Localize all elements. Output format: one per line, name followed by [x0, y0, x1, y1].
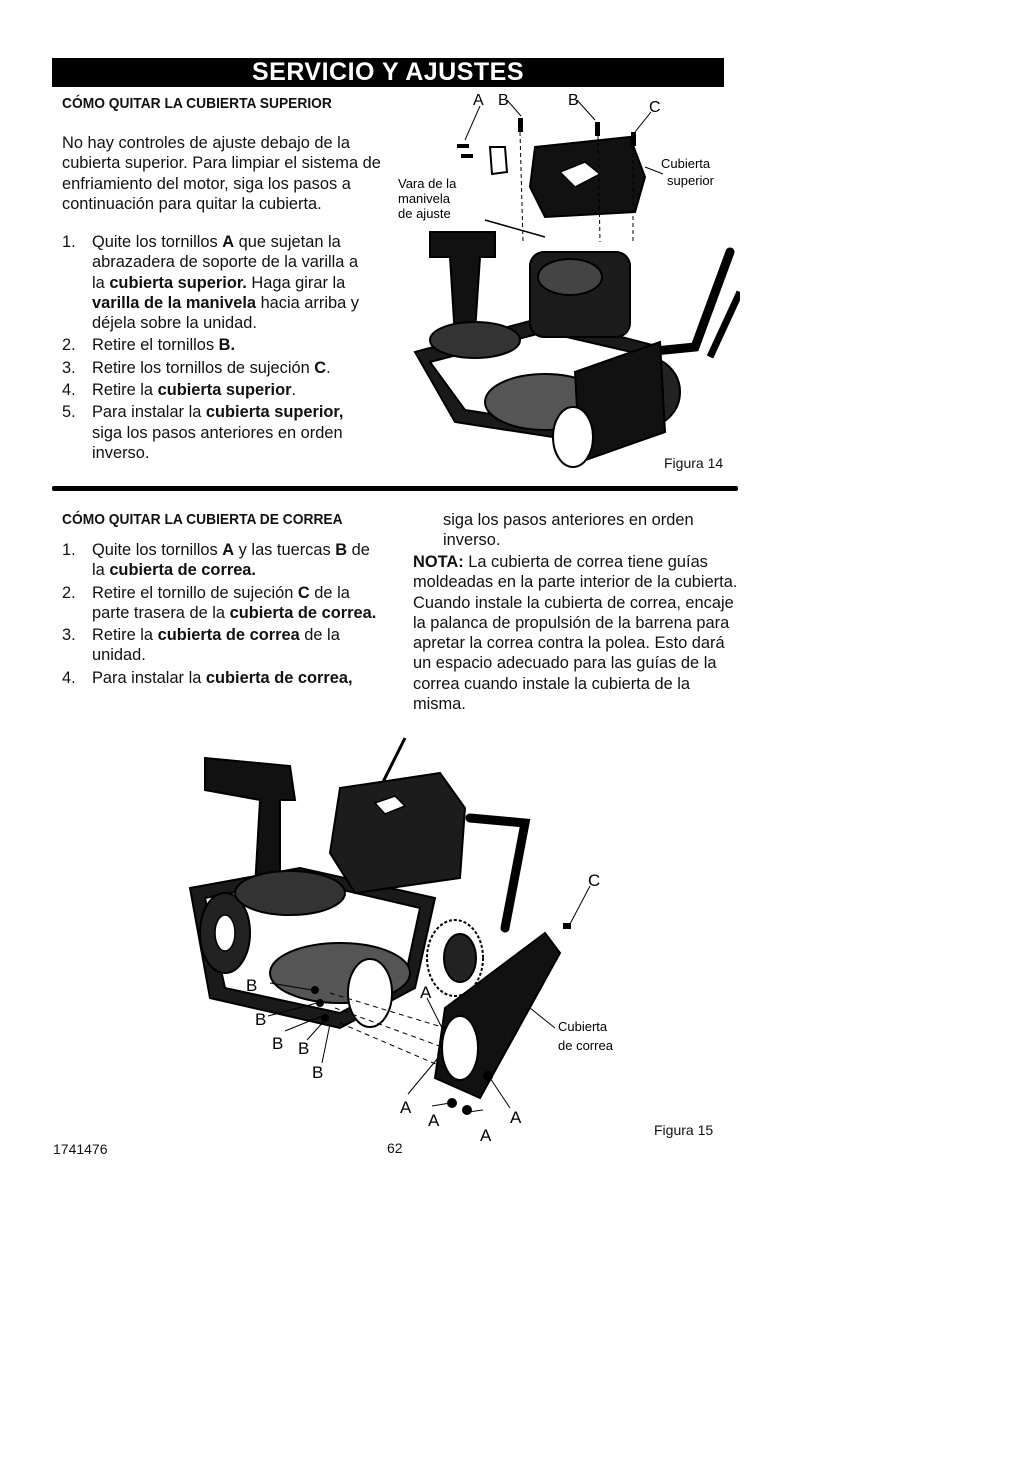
- step-text: Para instalar la: [92, 403, 206, 422]
- label-rod-line2: manivela: [398, 191, 451, 206]
- label-a4: A: [510, 1108, 522, 1127]
- step-text-bold: C: [314, 358, 327, 377]
- nut-b-3: [321, 1014, 329, 1022]
- section-banner: SERVICIO Y AJUSTES: [52, 58, 724, 87]
- step-text-bold: cubierta de correa: [157, 626, 300, 645]
- step-item: [62, 232, 374, 333]
- label-rod-line1: Vara de la: [398, 176, 457, 191]
- label-b1: B: [498, 92, 509, 109]
- step-text: Para instalar la: [92, 668, 206, 687]
- wheel-left-hub: [215, 915, 235, 951]
- step-number: 5.: [62, 403, 76, 422]
- note-paragraph: [413, 552, 739, 714]
- step-text-bold: cubierta superior,: [205, 403, 344, 422]
- leader-b5: [322, 1024, 330, 1063]
- discharge-chute: [430, 232, 495, 337]
- engine-cap: [538, 259, 602, 295]
- rod-bracket: [490, 147, 507, 174]
- wheel-right-hub: [444, 934, 476, 982]
- screw-a-2: [461, 154, 473, 158]
- step-text-bold: B.: [218, 336, 236, 355]
- step-number: 2.: [62, 583, 76, 602]
- document-number: 1741476: [53, 1141, 108, 1157]
- step-item: [62, 358, 374, 378]
- label-b2: B: [255, 1010, 267, 1029]
- screw-b-right: [595, 122, 600, 136]
- figure-15-caption: Figura 15: [654, 1122, 714, 1138]
- chute-base: [430, 322, 520, 358]
- label-c: C: [649, 99, 661, 116]
- step-number: 3.: [62, 358, 76, 377]
- label-a3: A: [480, 1126, 492, 1145]
- engine: [330, 773, 465, 893]
- label-b4: B: [298, 1039, 310, 1058]
- step-text-bold: cubierta superior: [157, 381, 292, 400]
- step-text: .: [326, 358, 331, 377]
- nut-b-2: [316, 999, 324, 1007]
- step-text: Retire la: [92, 381, 158, 400]
- step-text: de la parte trasera de la: [92, 583, 350, 622]
- section-divider: [52, 486, 738, 491]
- leader-cover: [530, 1008, 555, 1028]
- label-cover-line1: Cubierta: [558, 1019, 608, 1034]
- step-text-bold: A: [222, 233, 235, 251]
- chute-base: [235, 871, 345, 915]
- label-a: A: [473, 92, 484, 109]
- leader-c: [570, 886, 590, 924]
- step-number: 1.: [62, 233, 76, 251]
- step-text: y las tuercas: [234, 541, 336, 559]
- note-text: La cubierta de correa tiene guías moldeadas en la parte interior de la cubierta. Cuando instale la cubierta de correa, encaje la palanca de propulsión de la barrena para apretar la correa contra la polea. Esto dará un espacio adecuado para las guías de la correa cuando instale la cubierta de la misma.: [413, 553, 738, 714]
- page-number: 62: [387, 1140, 403, 1156]
- step-item: [62, 402, 374, 463]
- step-text: Retire los tornillos de sujeción: [92, 358, 315, 377]
- label-cover-line2: de correa: [558, 1038, 613, 1053]
- step-text-bold: B: [335, 541, 348, 559]
- step-item: [62, 335, 374, 355]
- step-number: 4.: [62, 668, 76, 687]
- step-text-bold: cubierta superior.: [109, 273, 247, 292]
- leader-b1: [507, 100, 521, 116]
- step-text: Haga girar la: [246, 273, 346, 292]
- section-heading-belt-cover: CÓMO QUITAR LA CUBIERTA DE CORREA: [62, 511, 343, 528]
- label-a1: A: [400, 1098, 412, 1117]
- step-item: [62, 625, 378, 666]
- steps-list-top-cover: [62, 232, 374, 465]
- intro-paragraph: No hay controles de ajuste debajo de la cubierta superior. Para limpiar el sistema de enfriamiento del motor, siga los pasos a continuación para quitar la cubierta.: [62, 134, 381, 213]
- continuation-text: siga los pasos anteriores en orden inverso.: [443, 511, 694, 550]
- step-text: hacia arriba y déjela sobre la unidad.: [92, 293, 359, 333]
- label-cover-line1: Cubierta: [661, 156, 711, 171]
- step-item: [62, 380, 374, 400]
- screw-c: [563, 923, 571, 929]
- screw-b-left: [518, 118, 523, 132]
- handle-bar-right: [470, 818, 525, 928]
- screw-a-2: [462, 1105, 472, 1115]
- screw-a-1: [457, 144, 469, 148]
- section-heading-top-cover: CÓMO QUITAR LA CUBIERTA SUPERIOR: [62, 95, 332, 112]
- step-number: 1.: [62, 541, 76, 559]
- label-b1: B: [246, 976, 258, 995]
- step-text: Retire la: [92, 626, 158, 645]
- screw-c: [631, 132, 636, 146]
- leader-b2: [577, 100, 595, 120]
- label-b5: B: [312, 1063, 324, 1082]
- nut-b-1: [311, 986, 319, 994]
- step-text: de la: [92, 541, 370, 580]
- step-text: que sujetan la abrazadera de soporte de la varilla a la: [92, 233, 359, 292]
- figure-15-illustration: [180, 728, 740, 1148]
- steps-list-belt-cover: [62, 540, 378, 690]
- pulley: [348, 959, 392, 1027]
- step-text: siga los pasos anteriores en orden inverso.: [92, 423, 343, 462]
- step-text: Retire el tornillos: [92, 336, 219, 355]
- figure-14-illustration: [395, 92, 740, 477]
- step-text-bold: cubierta de correa.: [229, 603, 377, 622]
- belt-cover-window: [442, 1016, 478, 1080]
- label-b3: B: [272, 1034, 284, 1053]
- step-text: de la unidad.: [92, 626, 340, 665]
- step-text: Retire el tornillo de sujeción: [92, 583, 298, 602]
- label-a5: A: [420, 983, 432, 1002]
- explode-line: [340, 1023, 445, 1068]
- step-text: Quite los tornillos: [92, 233, 223, 251]
- note-label: NOTA:: [413, 553, 464, 571]
- leader-a: [465, 106, 480, 140]
- pulley: [553, 407, 593, 467]
- explode-line: [520, 132, 523, 242]
- step-text: .: [291, 381, 297, 400]
- discharge-chute: [205, 758, 295, 888]
- step-number: 4.: [62, 381, 76, 400]
- label-b2: B: [568, 92, 579, 109]
- label-a2: A: [428, 1111, 440, 1130]
- label-rod-line3: de ajuste: [398, 206, 451, 221]
- step-item: [62, 668, 378, 688]
- step-text-bold: A: [222, 541, 235, 559]
- label-c: C: [588, 871, 601, 890]
- leader-a4: [490, 1078, 510, 1108]
- leader-a1: [408, 1058, 438, 1094]
- step-number: 3.: [62, 626, 76, 645]
- figure-14-caption: Figura 14: [664, 455, 724, 471]
- step-item: [62, 583, 378, 624]
- step-text-bold: varilla de la manivela: [92, 293, 257, 312]
- step-item: [62, 540, 378, 581]
- step-text-bold: cubierta de correa,: [205, 668, 353, 687]
- step-text: Quite los tornillos: [92, 541, 223, 559]
- step-text-bold: cubierta de correa.: [109, 561, 256, 580]
- step-number: 2.: [62, 336, 76, 355]
- label-cover-line2: superior: [667, 173, 714, 188]
- step-text-bold: C: [297, 583, 310, 602]
